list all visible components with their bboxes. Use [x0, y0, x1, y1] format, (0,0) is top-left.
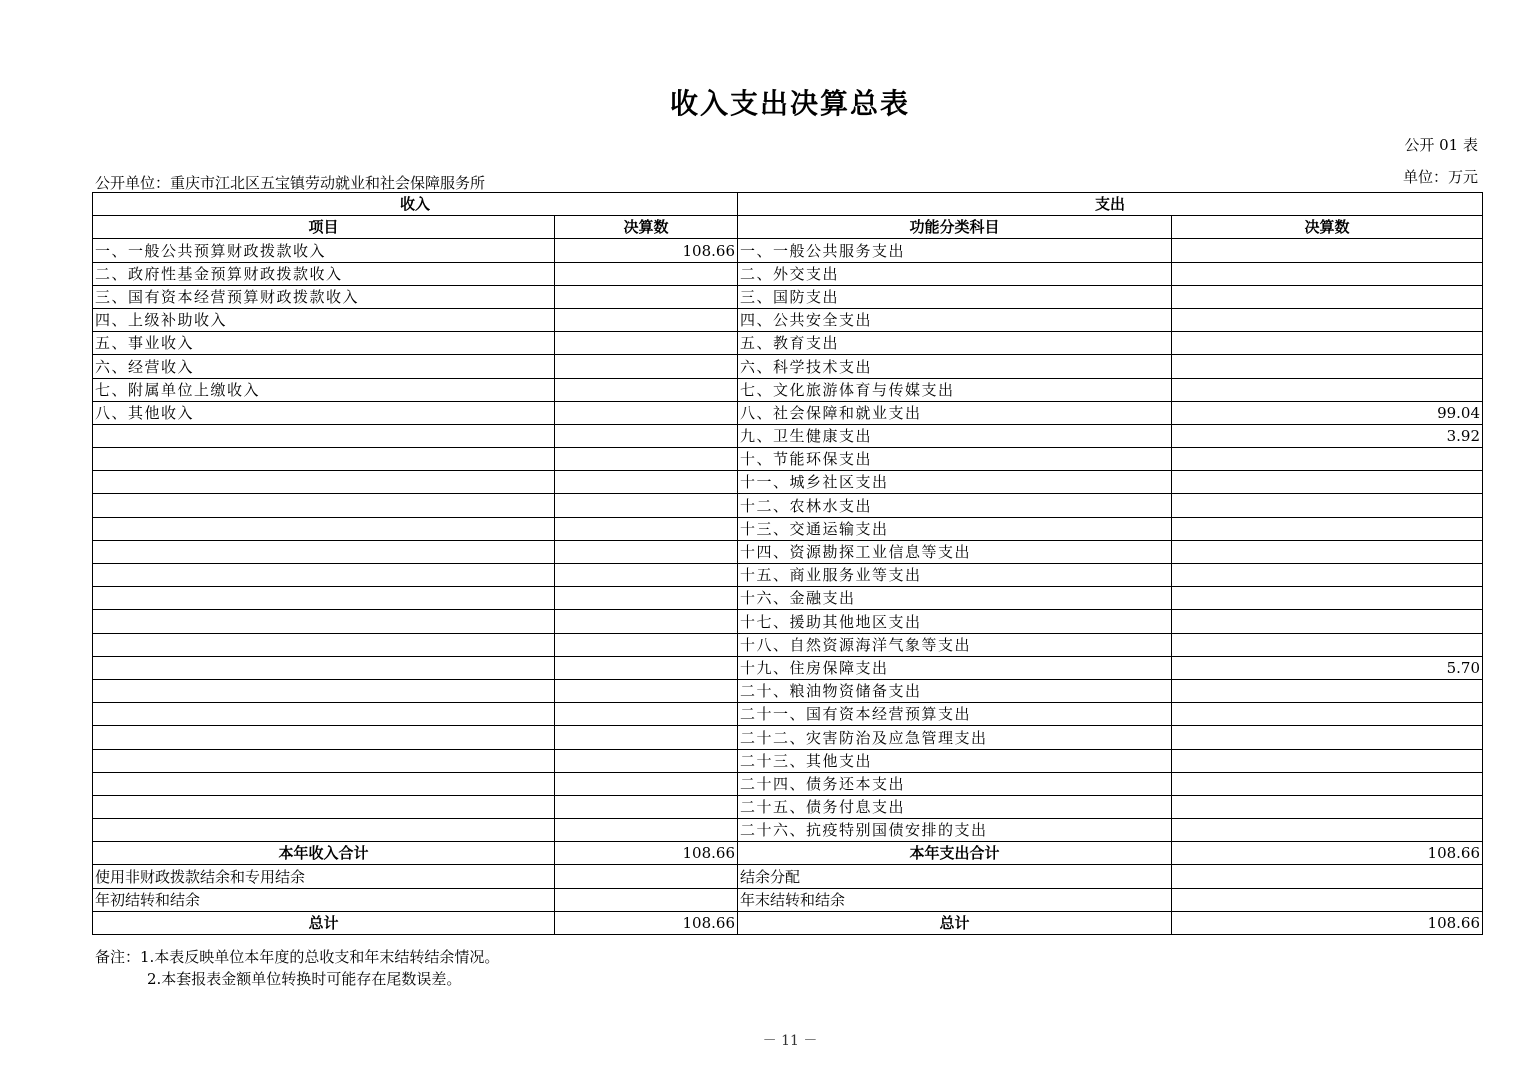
- expense-amount: [1172, 239, 1483, 262]
- surplus-alloc-label: 结余分配: [738, 865, 1172, 888]
- expense-amount-header: 决算数: [1172, 216, 1483, 239]
- expense-amount: [1172, 471, 1483, 494]
- table-row: [93, 332, 1483, 355]
- expense-amount: [1172, 494, 1483, 517]
- expense-amount: [1172, 262, 1483, 285]
- income-year-total-value: 108.66: [555, 842, 738, 865]
- income-amount: [555, 332, 738, 355]
- expense-item: 二十四、债务还本支出: [738, 772, 1172, 795]
- table-row: [93, 285, 1483, 308]
- income-item: 四、上级补助收入: [93, 308, 555, 331]
- table-row: [93, 633, 1483, 656]
- table-header-group: [93, 193, 1483, 216]
- income-amount: 108.66: [555, 239, 738, 262]
- table-row: [93, 656, 1483, 679]
- reporting-unit: 公开单位：重庆市江北区五宝镇劳动就业和社会保障服务所: [95, 174, 486, 192]
- income-amount: [555, 378, 738, 401]
- table-row: [93, 378, 1483, 401]
- function-category-header: 功能分类科目: [738, 216, 1172, 239]
- expense-amount: [1172, 540, 1483, 563]
- expense-item: 四、公共安全支出: [738, 308, 1172, 331]
- table-row: [93, 564, 1483, 587]
- income-item: 三、国有资本经营预算财政拨款收入: [93, 285, 555, 308]
- expense-amount: [1172, 703, 1483, 726]
- income-amount: [555, 749, 738, 772]
- table-row: [93, 424, 1483, 447]
- income-amount: [555, 517, 738, 540]
- table-row: [93, 819, 1483, 842]
- carryover-row: [93, 888, 1483, 911]
- expense-amount: 3.92: [1172, 424, 1483, 447]
- expense-item: 二十二、灾害防治及应急管理支出: [738, 726, 1172, 749]
- income-item: [93, 540, 555, 563]
- expense-item: 八、社会保障和就业支出: [738, 401, 1172, 424]
- income-amount: [555, 262, 738, 285]
- income-amount: [555, 401, 738, 424]
- expense-amount: [1172, 517, 1483, 540]
- income-amount: [555, 355, 738, 378]
- table-header-columns: [93, 216, 1483, 239]
- end-carryover-label: 年末结转和结余: [738, 888, 1172, 911]
- expense-item: 十、节能环保支出: [738, 448, 1172, 471]
- income-amount: [555, 726, 738, 749]
- grand-expense-value: 108.66: [1172, 911, 1483, 934]
- expense-amount: [1172, 726, 1483, 749]
- income-expense-table: [92, 192, 1483, 935]
- table-row: [93, 401, 1483, 424]
- table-footer: [93, 842, 1483, 935]
- begin-carryover-value: [555, 888, 738, 911]
- income-amount: [555, 448, 738, 471]
- income-item: [93, 749, 555, 772]
- income-item: [93, 471, 555, 494]
- expense-item: 十二、农林水支出: [738, 494, 1172, 517]
- expense-item: 六、科学技术支出: [738, 355, 1172, 378]
- income-item: 八、其他收入: [93, 401, 555, 424]
- income-item: 一、一般公共预算财政拨款收入: [93, 239, 555, 262]
- income-amount: [555, 308, 738, 331]
- page-number: － 11 －: [762, 1033, 818, 1049]
- table-row: [93, 610, 1483, 633]
- page-title: 收入支出决算总表: [669, 87, 910, 120]
- table-row: [93, 355, 1483, 378]
- table-row: [93, 679, 1483, 702]
- grand-income-label: 总计: [93, 911, 555, 934]
- income-header: 收入: [93, 193, 738, 216]
- income-item: [93, 703, 555, 726]
- expense-year-total-label: 本年支出合计: [738, 842, 1172, 865]
- income-item: [93, 795, 555, 818]
- expense-item: 十一、城乡社区支出: [738, 471, 1172, 494]
- form-number: 公开 01 表: [1404, 136, 1478, 154]
- year-total-row: [93, 842, 1483, 865]
- income-amount: [555, 703, 738, 726]
- expense-amount: [1172, 679, 1483, 702]
- expense-item: 二十六、抗疫特别国债安排的支出: [738, 819, 1172, 842]
- income-item: [93, 448, 555, 471]
- expense-year-total-value: 108.66: [1172, 842, 1483, 865]
- expense-amount: [1172, 587, 1483, 610]
- income-amount: [555, 819, 738, 842]
- expense-amount: [1172, 308, 1483, 331]
- income-item: 七、附属单位上缴收入: [93, 378, 555, 401]
- note-line-1: 备注：1.本表反映单位本年度的总收支和年末结转结余情况。: [95, 948, 500, 966]
- income-amount: [555, 564, 738, 587]
- expense-item: 十六、金融支出: [738, 587, 1172, 610]
- table-row: [93, 587, 1483, 610]
- expense-amount: 5.70: [1172, 656, 1483, 679]
- income-item: [93, 679, 555, 702]
- expense-amount: [1172, 610, 1483, 633]
- expense-item: 二十、粮油物资储备支出: [738, 679, 1172, 702]
- table-row: [93, 749, 1483, 772]
- end-carryover-value: [1172, 888, 1483, 911]
- expense-amount: [1172, 378, 1483, 401]
- expense-amount: [1172, 564, 1483, 587]
- grand-total-row: [93, 911, 1483, 934]
- income-amount: [555, 424, 738, 447]
- notes: [95, 946, 499, 990]
- expense-amount: [1172, 819, 1483, 842]
- table-row: [93, 471, 1483, 494]
- expense-item: 七、文化旅游体育与传媒支出: [738, 378, 1172, 401]
- income-item: [93, 564, 555, 587]
- expense-item: 十七、援助其他地区支出: [738, 610, 1172, 633]
- nonfiscal-row: [93, 865, 1483, 888]
- income-item: [93, 424, 555, 447]
- income-amount: [555, 587, 738, 610]
- income-item: [93, 726, 555, 749]
- expense-item: 十八、自然资源海洋气象等支出: [738, 633, 1172, 656]
- expense-item: 十三、交通运输支出: [738, 517, 1172, 540]
- income-amount: [555, 494, 738, 517]
- table-row: [93, 308, 1483, 331]
- table-row: [93, 448, 1483, 471]
- table-row: [93, 795, 1483, 818]
- surplus-alloc-value: [1172, 865, 1483, 888]
- income-amount-header: 决算数: [555, 216, 738, 239]
- expense-item: 十五、商业服务业等支出: [738, 564, 1172, 587]
- income-amount: [555, 679, 738, 702]
- income-item: [93, 587, 555, 610]
- table-row: [93, 239, 1483, 262]
- expense-amount: [1172, 332, 1483, 355]
- income-amount: [555, 610, 738, 633]
- expense-item: 九、卫生健康支出: [738, 424, 1172, 447]
- expense-amount: [1172, 448, 1483, 471]
- expense-item: 十九、住房保障支出: [738, 656, 1172, 679]
- expense-header: 支出: [738, 193, 1483, 216]
- income-item: [93, 494, 555, 517]
- expense-amount: [1172, 633, 1483, 656]
- income-item: [93, 772, 555, 795]
- expense-item: 二十一、国有资本经营预算支出: [738, 703, 1172, 726]
- income-amount: [555, 285, 738, 308]
- income-item: [93, 633, 555, 656]
- income-amount: [555, 633, 738, 656]
- table-row: [93, 517, 1483, 540]
- expense-amount: [1172, 749, 1483, 772]
- expense-item: 十四、资源勘探工业信息等支出: [738, 540, 1172, 563]
- income-item: [93, 656, 555, 679]
- currency-unit: 单位：万元: [1402, 168, 1478, 186]
- expense-amount: 99.04: [1172, 401, 1483, 424]
- expense-amount: [1172, 772, 1483, 795]
- expense-item: 二、外交支出: [738, 262, 1172, 285]
- income-amount: [555, 772, 738, 795]
- income-amount: [555, 656, 738, 679]
- expense-item: 三、国防支出: [738, 285, 1172, 308]
- expense-item: 二十三、其他支出: [738, 749, 1172, 772]
- income-item: 二、政府性基金预算财政拨款收入: [93, 262, 555, 285]
- income-item: [93, 517, 555, 540]
- income-year-total-label: 本年收入合计: [93, 842, 555, 865]
- expense-amount: [1172, 355, 1483, 378]
- income-item: [93, 819, 555, 842]
- nonfiscal-label: 使用非财政拨款结余和专用结余: [93, 865, 555, 888]
- table-row: [93, 262, 1483, 285]
- grand-expense-label: 总计: [738, 911, 1172, 934]
- expense-item: 一、一般公共服务支出: [738, 239, 1172, 262]
- income-item: 六、经营收入: [93, 355, 555, 378]
- grand-income-value: 108.66: [555, 911, 738, 934]
- income-item: 五、事业收入: [93, 332, 555, 355]
- note-line-2: 2.本套报表金额单位转换时可能存在尾数误差。: [147, 970, 462, 988]
- table-row: [93, 726, 1483, 749]
- expense-amount: [1172, 795, 1483, 818]
- income-amount: [555, 471, 738, 494]
- nonfiscal-value: [555, 865, 738, 888]
- income-amount: [555, 540, 738, 563]
- expense-item: 二十五、债务付息支出: [738, 795, 1172, 818]
- begin-carryover-label: 年初结转和结余: [93, 888, 555, 911]
- table-row: [93, 703, 1483, 726]
- item-header: 项目: [93, 216, 555, 239]
- expense-amount: [1172, 285, 1483, 308]
- income-item: [93, 610, 555, 633]
- table-body: [93, 193, 1483, 842]
- income-amount: [555, 795, 738, 818]
- table-row: [93, 494, 1483, 517]
- table-row: [93, 540, 1483, 563]
- table-row: [93, 772, 1483, 795]
- expense-item: 五、教育支出: [738, 332, 1172, 355]
